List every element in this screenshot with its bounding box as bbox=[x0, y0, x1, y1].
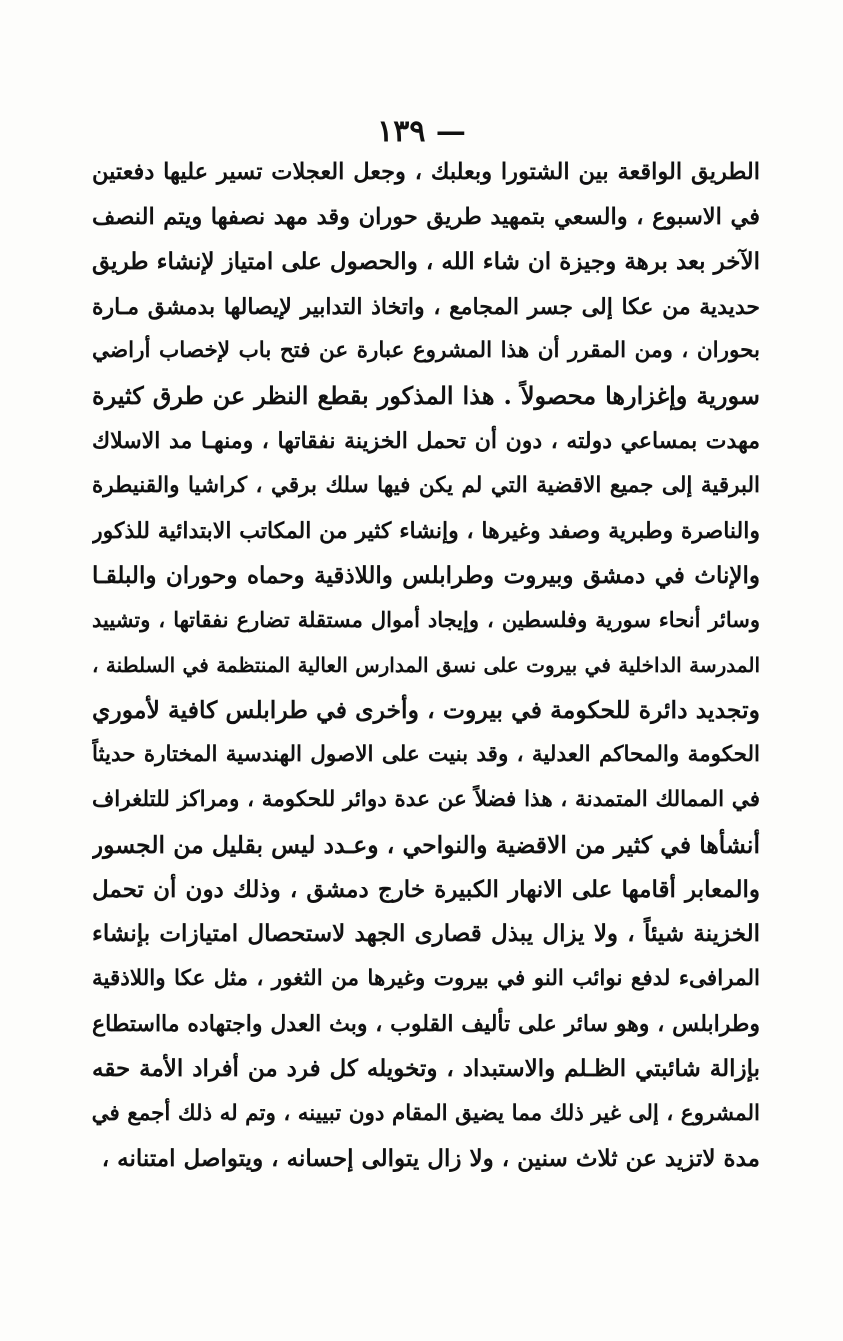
text-line: مدة لاتزيد عن ثلاث سنين ، ولا زال يتوالى إحسانه ، ويتواصل امتنانه ، bbox=[101, 1144, 760, 1172]
text-line: أنشأها في كثير من الاقضية والنواحي ، وعـدد ليس بقليل من الجسور bbox=[92, 830, 760, 859]
body-text bbox=[92, 150, 760, 1181]
text-line: والناصرة وطبرية وصفد وغيرها ، وإنشاء كثير من المكاتب الابتدائية للذكور bbox=[92, 517, 760, 544]
text-line: في الاسبوع ، والسعي بتمهيد طريق حوران وقد مهد نصفها ويتم النصف bbox=[92, 203, 760, 230]
text-line: وطرابلس ، وهو سائر على تأليف القلوب ، وبث العدل واجتهاده مااستطاع bbox=[92, 1011, 760, 1038]
text-line: بإزالة شائبتي الظـلم والاستبداد ، وتخويله كل فرد من أفراد الأمة حقه bbox=[92, 1054, 760, 1082]
text-line: المشروع ، إلى غير ذلك مما يضيق المقام دون تبيينه ، وتم له ذلك أجمع في bbox=[92, 1100, 760, 1126]
text-line: والمعابر أقامها على الانهار الكبيرة خارج دمشق ، وذلك دون أن تحمل bbox=[92, 875, 760, 903]
text-line: في الممالك المتمدنة ، هذا فضلاً عن عدة دوائر للحكومة ، ومراكز للتلغراف bbox=[92, 786, 760, 812]
text-line: مهدت بمساعي دولته ، دون أن تحمل الخزينة نفقاتها ، ومنهـا مد الاسلاك bbox=[92, 428, 760, 455]
text-line: المدرسة الداخلية في بيروت على نسق المدارس العالية المنتظمة في السلطنة ، bbox=[92, 653, 760, 678]
text-line: المرافىء لدفع نوائب النو في بيروت وغيرها من الثغور ، مثل عكا واللاذقية bbox=[92, 966, 760, 992]
text-line: وتجديد دائرة للحكومة في بيروت ، وأخرى في طرابلس كافية لأموري bbox=[92, 696, 760, 725]
text-line: والإناث في دمشق وبيروت وطرابلس واللاذقية وحماه وحوران والبلقـا bbox=[92, 561, 760, 589]
text-line: بحوران ، ومن المقرر أن هذا المشروع عبارة عن فتح باب لإخصاب أراضي bbox=[92, 338, 760, 364]
text-line: وسائر أنحاء سورية وفلسطين ، وإيجاد أموال مستقلة تضارع نفقاتها ، وتشييد bbox=[92, 607, 760, 633]
page-number: — ١٣٩ bbox=[377, 114, 466, 149]
text-line: الخزينة شيئاً ، ولا يزال يبذل قصارى الجهد لاستحصال امتيازات بإنشاء bbox=[92, 920, 760, 948]
text-line: الآخر بعد برهة وجيزة ان شاء الله ، والحصول على امتياز لإنشاء طريق bbox=[92, 247, 760, 275]
text-line: الطريق الواقعة بين الشتورا وبعلبك ، وجعل العجلات تسير عليها دفعتين bbox=[92, 159, 760, 185]
text-line: سورية وإغزارها محصولاً . هذا المذكور بقطع النظر عن طرق كثيرة bbox=[92, 381, 760, 411]
text-line: حديدية من عكا إلى جسر المجامع ، واتخاذ التدابير لإيصالها بدمشق مـارة bbox=[92, 293, 760, 320]
text-line: البرقية إلى جميع الاقضية التي لم يكن فيها سلك برقي ، كراشيا والقنيطرة bbox=[92, 472, 760, 498]
text-line: الحكومة والمحاكم العدلية ، وقد بنيت على الاصول الهندسية المختارة حديثاً bbox=[92, 741, 760, 767]
